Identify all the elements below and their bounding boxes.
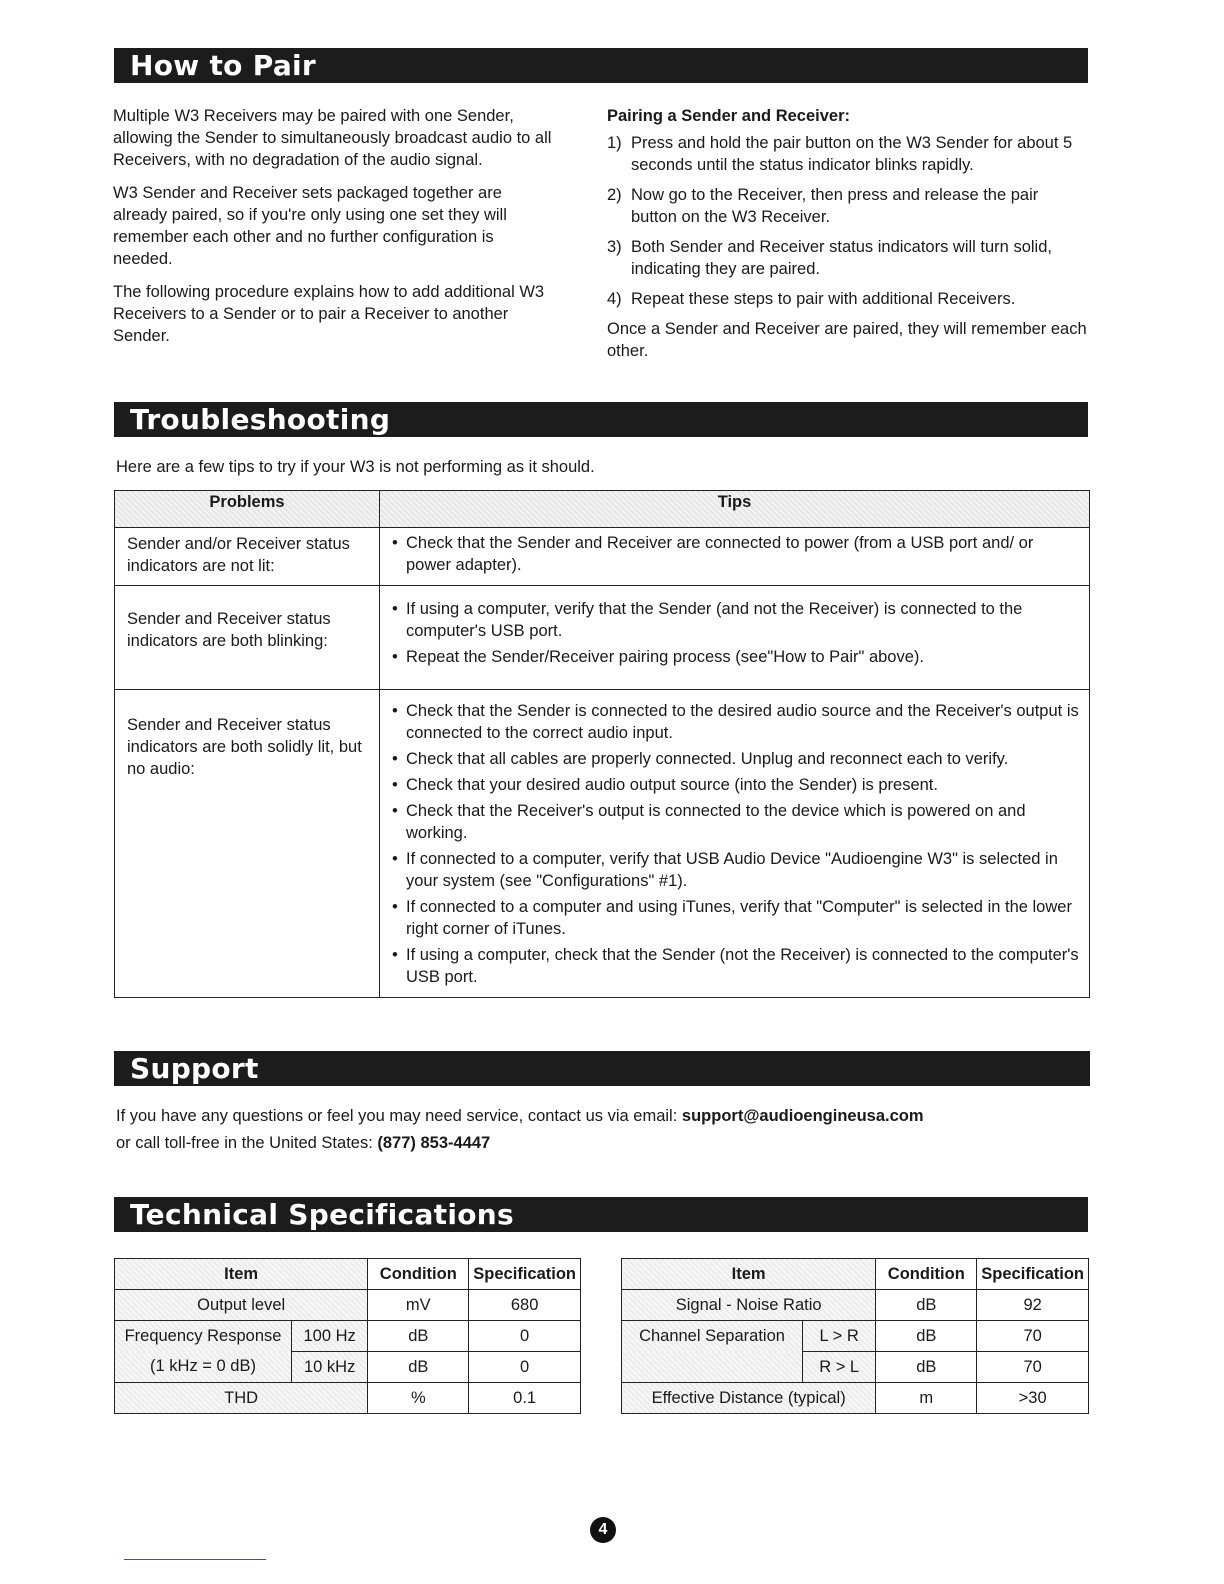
tips-cell [380,586,1090,690]
column-header-problems: Problems [115,491,380,528]
spec-item-thd: THD [115,1383,368,1414]
tips-cell [380,690,1090,998]
spec-unit: dB [368,1352,469,1383]
spec-item-frequency-note: (1 kHz = 0 dB) [115,1352,292,1383]
pairing-steps [607,132,1087,310]
spec-unit: dB [876,1352,977,1383]
spec-item-effective-distance: Effective Distance (typical) [622,1383,876,1414]
spec-unit: dB [368,1321,469,1352]
page-number: 4 [590,1517,616,1543]
spec-item-channel-separation: Channel Separation [622,1321,803,1352]
table-header-row [115,491,1090,528]
column-header-condition: Condition [876,1259,977,1290]
spec-table-left [114,1258,581,1414]
table-row [115,1383,581,1414]
pairing-subheading: Pairing a Sender and Receiver: [607,107,851,125]
support-email-link[interactable]: support@audioengineusa.com [681,1107,924,1125]
tips-cell [380,528,1090,586]
column-header-condition: Condition [368,1259,469,1290]
section-heading-support: Support [114,1051,1090,1086]
pairing-step: 4) Repeat these steps to pair with additional Receivers. [607,290,1016,308]
tip-item: • Check that your desired audio output source (into the Sender) is present. [390,774,1079,796]
pair-paragraph-2: W3 Sender and Receiver sets packaged together are already paired, so if you're only using one set they will remember each other and no further configuration is needed. [113,184,507,268]
tip-item: • If using a computer, verify that the Sender (and not the Receiver) is connected to the computer's USB port. [390,598,1079,642]
section-heading-tech-specs: Technical Specifications [114,1197,1088,1232]
tip-item: • Check that the Receiver's output is connected to the device which is powered on and working. [390,800,1079,844]
tip-item: • If connected to a computer, verify that USB Audio Device "Audioengine W3" is selected in your system (see "Configurations" #1). [390,848,1079,892]
table-header-row [622,1259,1089,1290]
spec-item-frequency-response: Frequency Response [115,1321,292,1352]
table-row [622,1290,1089,1321]
table-row [115,1290,581,1321]
spec-condition: L > R [803,1321,876,1352]
pairing-procedure [607,105,1087,362]
section-heading-how-to-pair: How to Pair [114,48,1088,83]
spec-value: >30 [977,1383,1089,1414]
pairing-closing: Once a Sender and Receiver are paired, they will remember each other. [607,320,1087,360]
problem-cell: Sender and Receiver status indicators are both solidly lit, but no audio: [115,690,380,998]
spec-value: 680 [469,1290,581,1321]
table-row [115,1352,581,1383]
troubleshooting-table [114,490,1090,998]
spec-value: 0 [469,1352,581,1383]
tip-item: • Check that all cables are properly connected. Unplug and reconnect each to verify. [390,748,1079,770]
pairing-step: 3) Both Sender and Receiver status indicators will turn solid, indicating they are paired. [607,238,1052,278]
footer-divider [124,1559,266,1560]
table-header-row [115,1259,581,1290]
spec-item-channel-separation-cont [622,1352,803,1383]
spec-unit: dB [876,1321,977,1352]
column-header-item: Item [115,1259,368,1290]
pair-paragraph-1: Multiple W3 Receivers may be paired with one Sender, allowing the Sender to simultaneously broadcast audio to all Receivers, with no degradation of the audio signal. [113,107,552,169]
spec-value: 0 [469,1321,581,1352]
spec-value: 92 [977,1290,1089,1321]
column-header-tips: Tips [380,491,1090,528]
pair-intro-text [113,105,555,358]
column-header-item: Item [622,1259,876,1290]
problem-cell: Sender and Receiver status indicators are both blinking: [115,586,380,690]
spec-value: 70 [977,1352,1089,1383]
spec-value: 0.1 [469,1383,581,1414]
spec-unit: dB [876,1290,977,1321]
support-phone: (877) 853-4447 [377,1134,491,1152]
table-row [115,1321,581,1352]
table-row [115,586,1090,690]
tip-item: • If using a computer, check that the Sender (not the Receiver) is connected to the computer's USB port. [390,944,1079,988]
table-row [115,690,1090,998]
problem-cell: Sender and/or Receiver status indicators are not lit: [115,528,380,586]
spec-condition: R > L [803,1352,876,1383]
spec-item-output-level: Output level [115,1290,368,1321]
spec-table-right [621,1258,1089,1414]
pairing-step: 2) Now go to the Receiver, then press and release the pair button on the W3 Receiver. [607,186,1039,226]
section-heading-troubleshooting: Troubleshooting [114,402,1088,437]
table-row [622,1321,1089,1352]
pairing-step: 1) Press and hold the pair button on the W3 Sender for about 5 seconds until the status indicator blinks rapidly. [607,134,1073,174]
table-row [622,1383,1089,1414]
tip-item: • Check that the Sender and Receiver are connected to power (from a USB port and/ or power adapter). [390,532,1079,576]
spec-item-snr: Signal - Noise Ratio [622,1290,876,1321]
tip-item: • Repeat the Sender/Receiver pairing process (see"How to Pair" above). [390,646,1079,668]
spec-unit: % [368,1383,469,1414]
spec-unit: m [876,1383,977,1414]
support-email-line: If you have any questions or feel you may need service, contact us via email: support@audioengineusa.com [116,1107,924,1125]
support-phone-line: or call toll-free in the United States: (877) 853-4447 [116,1134,491,1152]
column-header-specification: Specification [977,1259,1089,1290]
support-contact [116,1103,924,1157]
spec-condition: 10 kHz [292,1352,368,1383]
troubleshooting-intro: Here are a few tips to try if your W3 is not performing as it should. [116,458,595,476]
table-row [622,1352,1089,1383]
tip-item: • If connected to a computer and using iTunes, verify that "Computer" is selected in the lower right corner of iTunes. [390,896,1079,940]
column-header-specification: Specification [469,1259,581,1290]
spec-condition: 100 Hz [292,1321,368,1352]
table-row [115,528,1090,586]
spec-value: 70 [977,1321,1089,1352]
spec-unit: mV [368,1290,469,1321]
tip-item: • Check that the Sender is connected to the desired audio source and the Receiver's output is connected to the correct audio input. [390,700,1079,744]
pair-paragraph-3: The following procedure explains how to add additional W3 Receivers to a Sender or to pair a Receiver to another Sender. [113,283,545,345]
